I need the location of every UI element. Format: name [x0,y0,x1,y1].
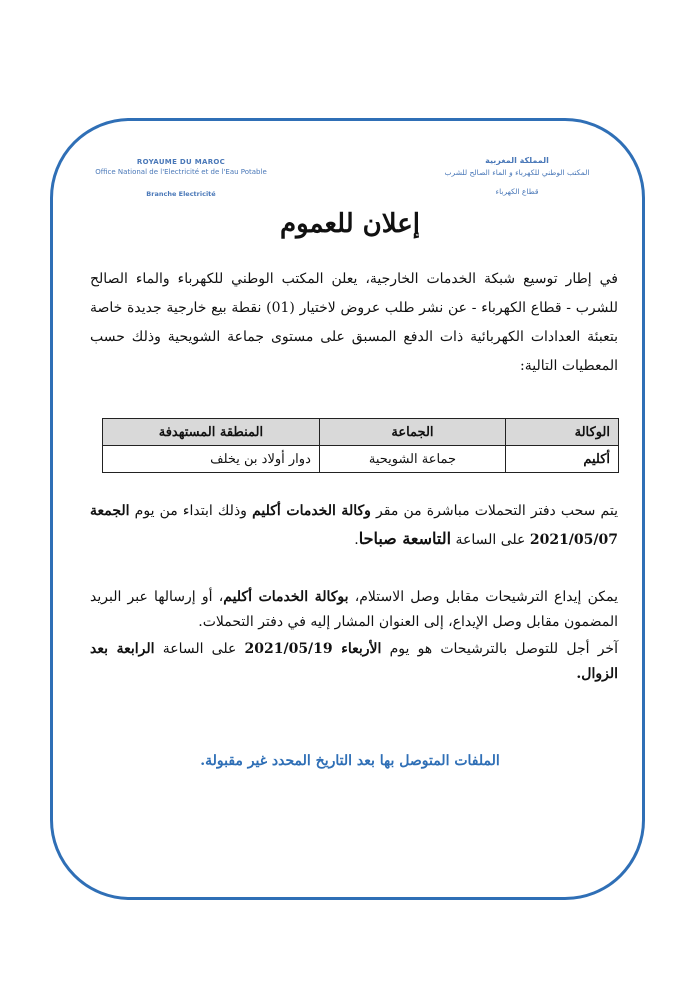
deposit-agency: بوكالة الخدمات أكليم [223,589,349,605]
withdrawal-agency: وكالة الخدمات أكليم [252,503,371,519]
targets-table [102,418,619,473]
header-fr-office: Office National de l'Electricité et de l'Eau Potable [95,168,267,176]
deadline-text-2: على الساعة [154,641,245,657]
intro-paragraph: في إطار توسيع شبكة الخدمات الخارجية، يعلن المكتب الوطني للكهرباء والماء الصالح للشرب - قطاع الكهرباء - عن نشر طلب عروض لاختيار (01) نقطة بيع خارجية جديدة خاصة بتعبئة العدادات الكهربائية ذات الدفع المسبق على مستوى جماعة الشويحية وذلك حسب المعطيات التالية: [90,271,618,374]
deposit-text-1: يمكن إيداع الترشيحات مقابل وصل الاستلام، [348,589,618,605]
deadline-day: الأربعاء 2021/05/19 [244,641,382,657]
header-french [86,158,276,198]
table-header-agency: الوكالة [506,419,619,446]
deadline-paragraph [90,637,618,687]
table-cell-commune: جماعة الشويحية [319,446,505,473]
table-header-commune: الجماعة [319,419,505,446]
deadline-time: الرابعة بعد الزوال. [90,641,618,682]
header-arabic [412,156,622,196]
table-row [103,446,619,473]
withdrawal-end: . [354,532,359,548]
deposit-text-2: ، أو إرسالها عبر البريد المضمون مقابل وصل الإيداع، إلى العنوان المشار إليه في دفتر التحملات. [90,589,618,630]
withdrawal-text-3: على الساعة [451,532,530,548]
withdrawal-text-2: وذلك ابتداء من يوم [129,503,253,519]
table-cell-zone: دوار أولاد بن يخلف [103,446,320,473]
announcement-title: إعلان للعموم [279,209,421,239]
header-ar-kingdom: المملكة المغربية [485,156,549,165]
table-header-zone: المنطقة المستهدفة [103,419,320,446]
withdrawal-time: التاسعة صباحا [358,529,452,548]
deposit-paragraph [90,585,618,635]
header-ar-branch: قطاع الكهرباء [495,187,539,196]
header-fr-branch: Branche Electricité [146,190,216,198]
withdrawal-text-1: يتم سحب دفتر التحملات مباشرة من مقر [370,503,618,519]
table-cell-agency: أكليم [506,446,619,473]
withdrawal-day: الجمعة 2021/05/07 [90,503,618,548]
late-files-notice: الملفات المتوصل بها بعد التاريخ المحدد غير مقبولة. [200,753,500,769]
header-fr-kingdom: ROYAUME DU MAROC [136,158,226,166]
header-ar-office: المكتب الوطني للكهرباء و الماء الصالح للشرب [444,168,590,177]
table-header-row [103,419,619,446]
withdrawal-paragraph [90,497,618,554]
deadline-text-1: آخر أجل للتوصل بالترشيحات هو يوم [381,641,618,657]
